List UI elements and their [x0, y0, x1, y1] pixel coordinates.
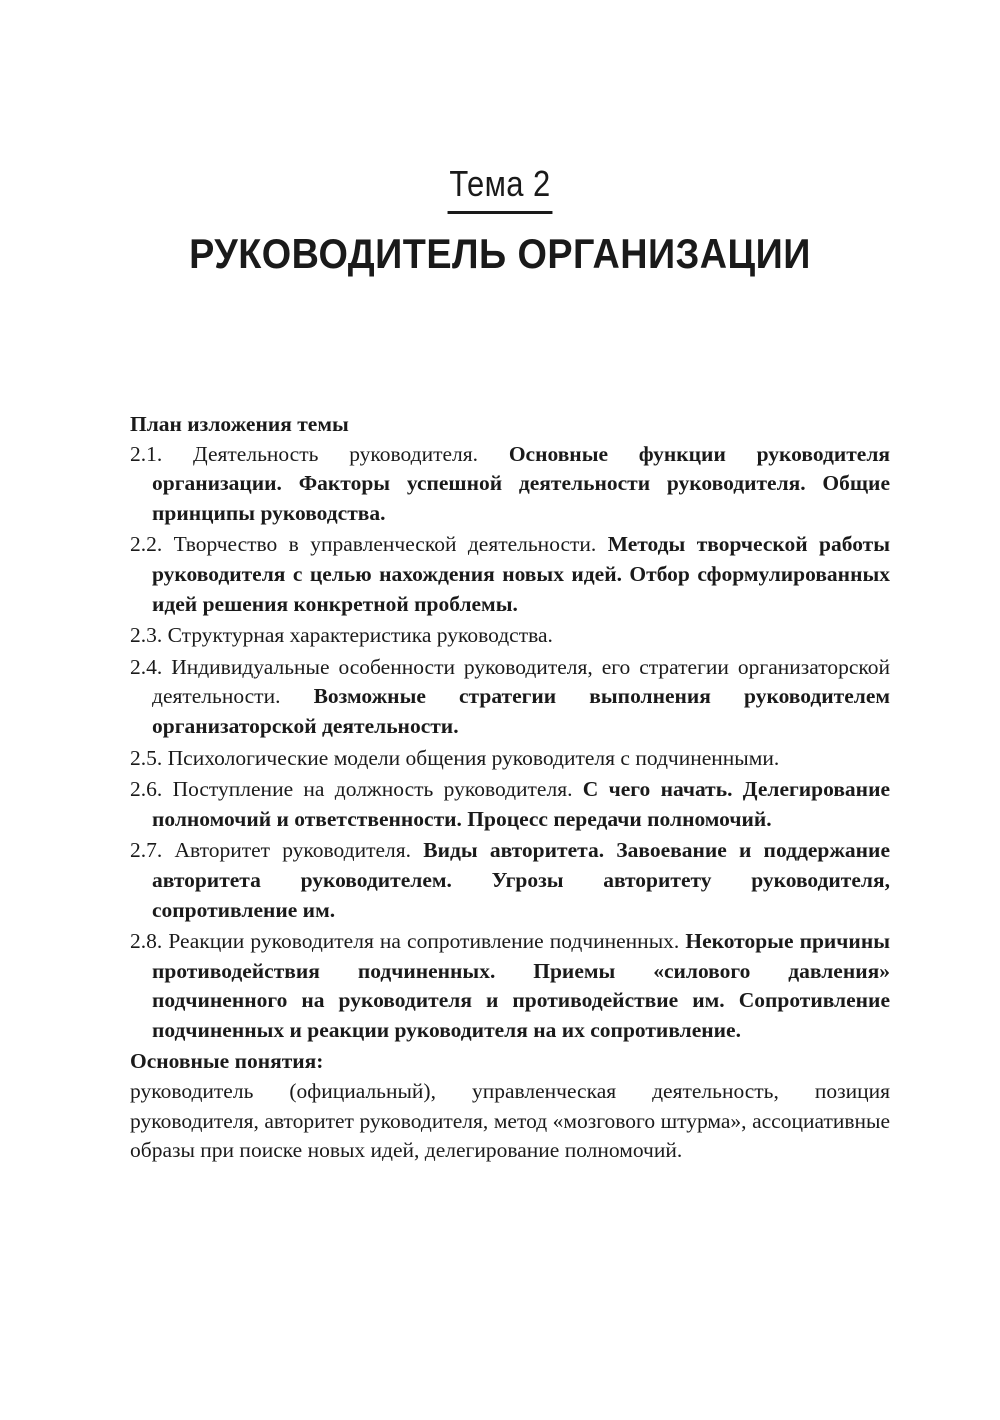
- topic-title: РУКОВОДИТЕЛЬ ОРГАНИЗАЦИИ: [189, 230, 811, 277]
- plan-item-details: С чего начать. Делегирование полномочий и ответственности. Процесс передачи полномочий.: [152, 777, 890, 831]
- plan-item-lead: Поступление на должность руководителя.: [172, 777, 573, 802]
- plan-item-number: 2.8.: [130, 929, 163, 954]
- plan-item-2-1: [130, 440, 890, 529]
- plan-item-2-6: [130, 775, 890, 834]
- plan-item-number: 2.6.: [130, 777, 163, 802]
- plan-item-number: 2.3.: [130, 623, 163, 648]
- plan-item-details: Основные функции руководителя организации. Факторы успешной деятельности руководителя. Общие принципы руководства.: [152, 441, 891, 525]
- topic-label: [70, 163, 930, 214]
- plan-item-number: 2.4.: [130, 654, 163, 679]
- concepts-text: руководитель (официальный), управленческая деятельность, позиция руководителя, авторитет руководителя, метод «мозгового штурма», ассоциативные образы при поиске новых идей, делегирование полномочий.: [130, 1079, 890, 1163]
- plan-item-number: 2.7.: [130, 838, 163, 863]
- plan-item-details: Виды авторитета. Завоевание и поддержание авторитета руководителем. Угрозы авторитету руководителя, сопротивление им.: [152, 838, 890, 922]
- plan-item-details: Методы творческой работы руководителя с целью нахождения новых идей. Отбор сформулированных идей решения конкретной проблемы.: [152, 532, 891, 616]
- plan-item-lead: Структурная характеристика руководства.: [167, 623, 553, 648]
- plan-item-number: 2.2.: [130, 532, 163, 557]
- plan-item-lead: Деятельность руководителя.: [193, 441, 479, 466]
- topic-content: [130, 410, 890, 1166]
- plan-item-2-8: [130, 927, 890, 1045]
- topic-label-text: Тема 2: [448, 163, 553, 214]
- plan-item-number: 2.1.: [130, 441, 163, 466]
- plan-item-lead: Реакции руководителя на сопротивление подчиненных.: [168, 929, 680, 954]
- plan-item-lead: Творчество в управленческой деятельности.: [173, 532, 597, 557]
- concepts-heading: Основные понятия:: [130, 1049, 324, 1074]
- plan-item-lead: Авторитет руководителя.: [174, 838, 412, 863]
- plan-item-2-5: [130, 744, 890, 774]
- plan-item-lead: Индивидуальные особенности руководителя, его стратегии организаторской деятельности.: [152, 654, 890, 709]
- plan-item-details: Некоторые причины противодействия подчиненных. Приемы «силового давления» подчиненного на руководителя и противодействие им. Сопротивление подчиненных и реакции руководителя на их сопротивление.: [152, 929, 890, 1042]
- plan-item-lead: Психологические модели общения руководителя с подчиненными.: [167, 745, 780, 770]
- plan-list: [130, 440, 890, 1046]
- plan-item-details: Возможные стратегии выполнения руководителем организаторской деятельности.: [152, 684, 891, 738]
- plan-item-2-2: [130, 530, 890, 619]
- plan-item-2-4: [130, 653, 890, 742]
- plan-item-2-3: [130, 621, 890, 651]
- plan-item-2-7: [130, 836, 890, 925]
- plan-heading: План изложения темы: [130, 412, 349, 436]
- plan-item-number: 2.5.: [130, 745, 163, 770]
